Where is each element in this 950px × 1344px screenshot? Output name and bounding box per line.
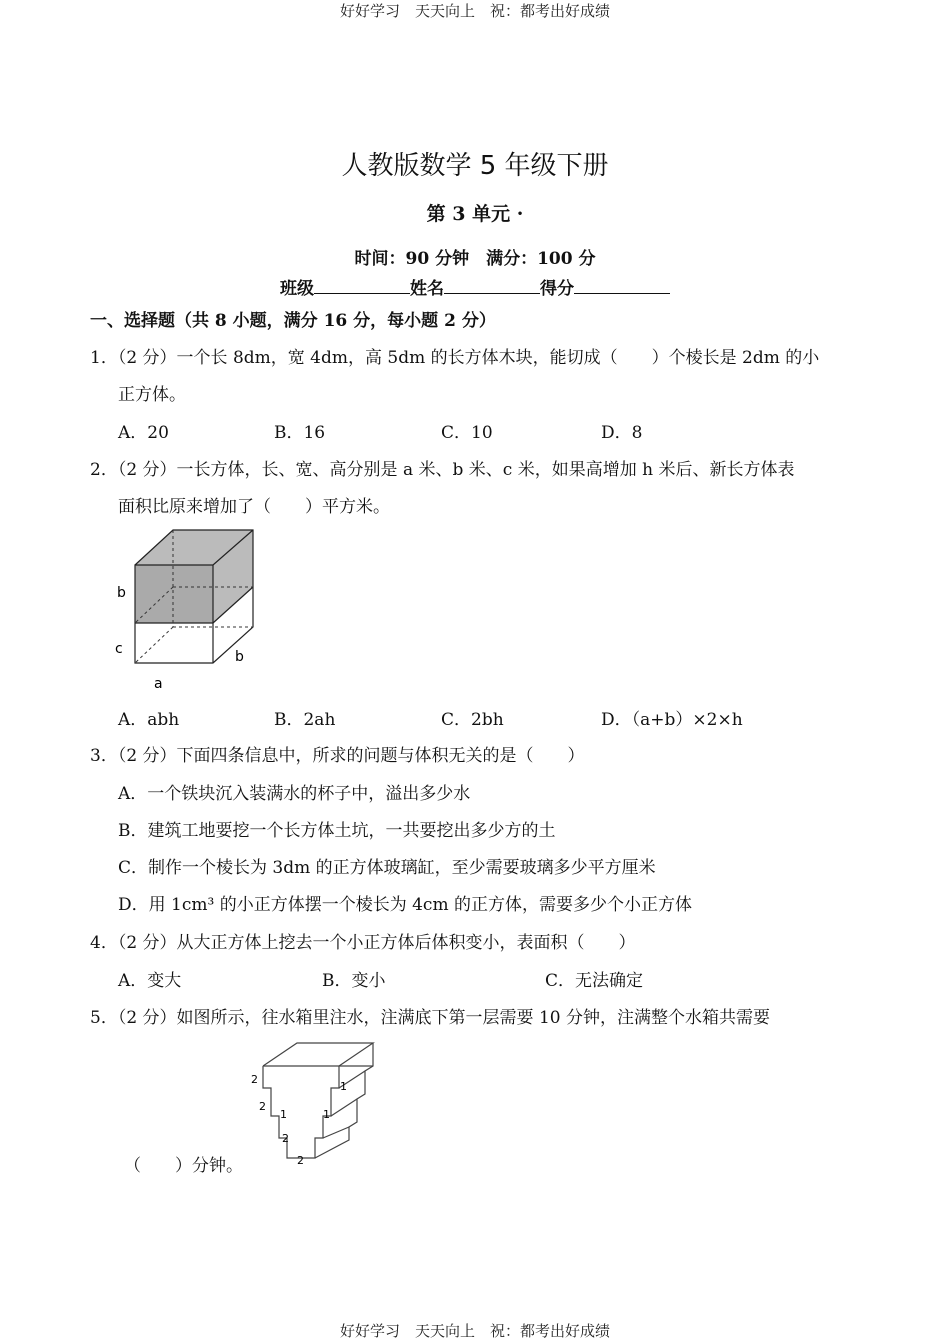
q3-option-b: B．建筑工地要挖一个长方体土坑，一共要挖出多少方的土	[118, 821, 556, 841]
tank-label-top-right: 1	[340, 1080, 347, 1093]
score-label: 得分	[540, 279, 574, 299]
question-1-cont: 正方体。	[118, 385, 186, 405]
unit-subtitle: 第 3 单元 ·	[426, 203, 524, 225]
q2-option-c: C．2bh	[441, 710, 504, 730]
question-5: 5．（2 分）如图所示，往水箱里注水，注满底下第一层需要 10 分钟，注满整个水箱共需要	[90, 1008, 770, 1028]
q4-option-a: A．变大	[118, 971, 182, 991]
tank-label-second-right: 1	[280, 1108, 287, 1121]
tank-label-second-left: 2	[259, 1100, 266, 1113]
label-c: c	[115, 641, 123, 657]
q1-option-a: A．20	[118, 423, 169, 443]
score-blank	[574, 277, 670, 294]
q3-option-c: C．制作一个棱长为 3dm 的正方体玻璃缸，至少需要玻璃多少平方厘米	[118, 858, 656, 878]
tank-top-outline	[263, 1043, 373, 1066]
tank-label-third-left: 2	[282, 1132, 289, 1145]
class-blank	[314, 277, 410, 294]
question-2: 2．（2 分）一长方体，长、宽、高分别是 a 米、b 米、c 米，如果高增加 h 米后、新长方体表	[90, 460, 795, 480]
question-3: 3．（2 分）下面四条信息中，所求的问题与体积无关的是（ ）	[90, 746, 585, 766]
label-b-right: b	[235, 649, 244, 665]
cuboid-figure	[105, 525, 265, 695]
question-2-cont: 面积比原来增加了（ ）平方米。	[118, 497, 390, 517]
step-edge-2	[331, 1099, 357, 1116]
q2-option-a: A．abh	[118, 710, 180, 730]
q1-option-d: D．8	[601, 423, 643, 443]
q3-option-a: A．一个铁块沉入装满水的杯子中，溢出多少水	[118, 784, 471, 804]
question-1: 1．（2 分）一个长 8dm，宽 4dm，高 5dm 的长方体木块，能切成（ ）个棱长是 2dm 的小	[90, 348, 820, 368]
question-4: 4．（2 分）从大正方体上挖去一个小正方体后体积变小，表面积（ ）	[90, 933, 636, 953]
q2-option-b: B．2ah	[274, 710, 336, 730]
page-header: 好好学习 天天向上 祝：都考出好成绩	[339, 2, 610, 20]
page-footer: 好好学习 天天向上 祝：都考出好成绩	[339, 1322, 610, 1340]
name-label: 姓名	[410, 279, 444, 299]
q1-option-c: C．10	[441, 423, 493, 443]
time-score: 时间：90 分钟 满分：100 分	[354, 249, 596, 269]
label-b-left: b	[117, 585, 126, 601]
label-a: a	[154, 676, 163, 692]
step-edge-3	[323, 1127, 349, 1138]
section-heading: 一、选择题（共 8 小题，满分 16 分，每小题 2 分）	[90, 311, 496, 331]
tank-label-bottom: 2	[297, 1154, 304, 1167]
class-label: 班级	[280, 279, 314, 299]
hidden-edge-diagonal	[135, 627, 173, 663]
page-title: 人教版数学 5 年级下册	[341, 151, 609, 181]
question-5-cont: （ ）分钟。	[124, 1156, 243, 1176]
q3-option-d: D．用 1cm³ 的小正方体摆一个棱长为 4cm 的正方体，需要多少个小正方体	[118, 895, 692, 915]
water-tank-figure	[245, 1038, 395, 1168]
q1-option-b: B．16	[274, 423, 326, 443]
name-blank	[444, 277, 540, 294]
q4-option-c: C．无法确定	[545, 971, 644, 991]
tank-label-top-left: 2	[251, 1073, 258, 1086]
tank-label-third-right: 1	[323, 1108, 330, 1121]
q4-option-b: B．变小	[322, 971, 386, 991]
tank-side-outline	[315, 1043, 373, 1158]
q2-option-d: D．（a+b）×2×h	[601, 710, 743, 730]
student-info	[0, 274, 950, 299]
